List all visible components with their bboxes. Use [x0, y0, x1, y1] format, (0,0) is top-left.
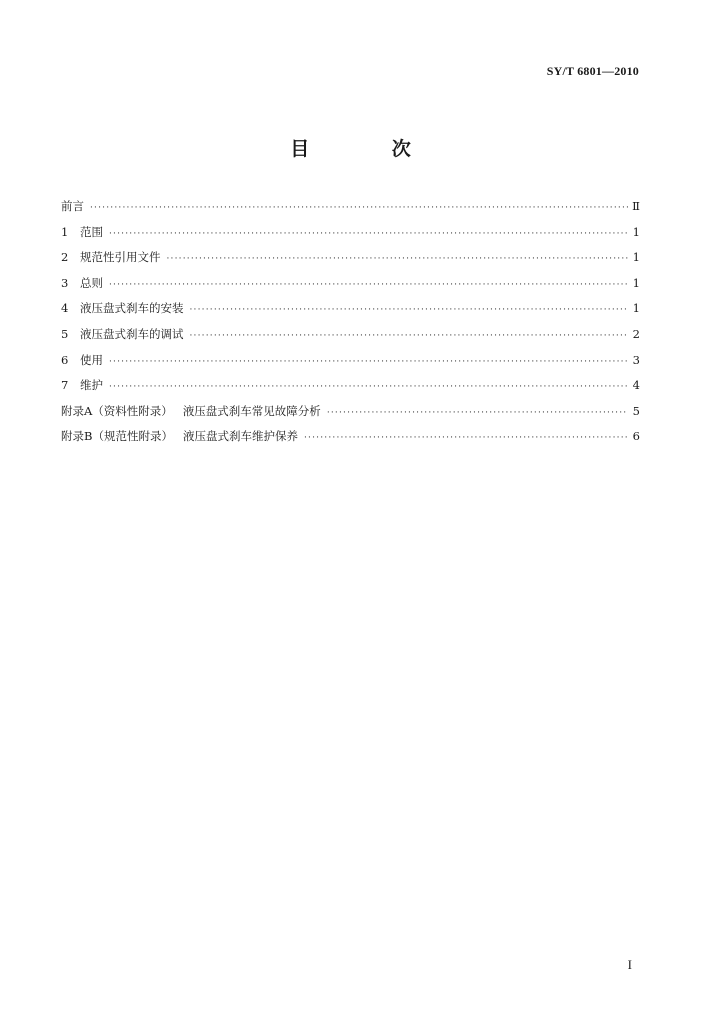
toc-entry-page: 5: [632, 403, 640, 418]
toc-dot-leader: [109, 229, 628, 239]
toc-entry-1[interactable]: [61, 224, 640, 250]
appendix-designation: 附录B（规范性附录）: [61, 429, 173, 444]
toc-entry-number: 3: [61, 275, 69, 290]
toc-entry-label: 使用: [80, 352, 103, 367]
toc-entry-6[interactable]: [61, 352, 640, 378]
toc-entry-appendix-a[interactable]: [61, 403, 640, 429]
toc-entry-2[interactable]: [61, 249, 640, 275]
toc-entry-label: 液压盘式刹车的调试: [80, 326, 184, 341]
toc-dot-leader: [327, 408, 628, 418]
toc-dot-leader: [109, 280, 628, 290]
toc-entry-label: 规范性引用文件: [80, 250, 161, 265]
toc-entry-page: 6: [632, 429, 640, 444]
toc-entry-label: 前言: [61, 199, 84, 213]
toc-title: 目 次: [290, 138, 449, 160]
toc-dot-leader: [109, 357, 628, 367]
table-of-contents: [61, 198, 640, 454]
toc-entry-page: 1: [632, 301, 640, 316]
toc-entry-label: 维护: [80, 378, 103, 393]
toc-entry-preface[interactable]: [61, 198, 640, 224]
toc-dot-leader: [167, 254, 629, 264]
toc-dot-leader: [304, 433, 628, 443]
toc-entry-page: 1: [632, 275, 640, 290]
appendix-title: 液压盘式刹车常见故障分析: [182, 403, 321, 418]
toc-entry-page: 4: [632, 378, 640, 393]
page-number: I: [627, 957, 632, 972]
toc-entry-4[interactable]: [61, 300, 640, 326]
toc-dot-leader: [90, 203, 628, 213]
toc-entry-page: 2: [632, 326, 640, 341]
toc-entry-page: Ⅱ: [632, 199, 640, 213]
toc-entry-label: [61, 428, 298, 444]
toc-entry-number: 2: [61, 250, 69, 265]
toc-entry-number: 6: [61, 352, 69, 367]
toc-entry-number: 5: [61, 326, 69, 341]
toc-entry-5[interactable]: [61, 326, 640, 352]
toc-entry-label: 总则: [80, 275, 103, 290]
toc-entry-appendix-b[interactable]: [61, 428, 640, 454]
toc-entry-page: 1: [632, 224, 640, 239]
toc-entry-page: 3: [632, 352, 640, 367]
appendix-title: 液压盘式刹车维护保养: [182, 429, 298, 444]
toc-entry-number: 4: [61, 301, 69, 316]
toc-entry-7[interactable]: [61, 377, 640, 403]
toc-dot-leader: [190, 305, 629, 315]
toc-dot-leader: [190, 331, 629, 341]
toc-entry-number: 7: [61, 378, 69, 393]
toc-entry-label: [61, 403, 321, 419]
toc-entry-label: 液压盘式刹车的安装: [80, 301, 184, 316]
toc-entry-page: 1: [632, 250, 640, 265]
toc-entry-3[interactable]: [61, 275, 640, 301]
toc-entry-number: 1: [61, 224, 69, 239]
appendix-designation: 附录A（资料性附录）: [61, 403, 173, 418]
toc-entry-label: 范围: [80, 224, 103, 239]
toc-dot-leader: [109, 382, 628, 392]
standard-code: SY/T 6801—2010: [546, 64, 639, 78]
